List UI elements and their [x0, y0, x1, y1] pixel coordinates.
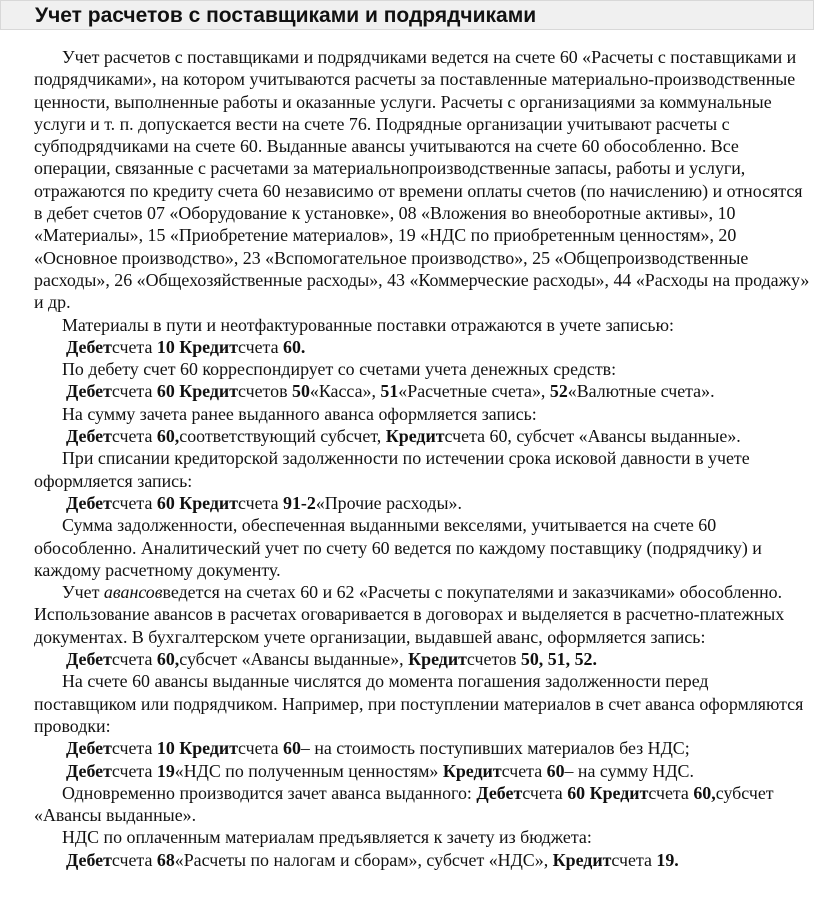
text-run: счета — [648, 782, 694, 803]
heading-bar — [0, 0, 814, 30]
text-run: При списании кредиторской задолженности по истечении срока исковой давности в учете оформляется запись: — [34, 448, 750, 491]
document-body — [34, 46, 812, 871]
bold-run: 52 — [549, 381, 568, 402]
text-run: Одновременно производится зачет аванса выданного: — [62, 782, 477, 803]
accounting-entry — [34, 737, 812, 759]
text-run: По дебету счет 60 корреспондирует со счетами учета денежных средств: — [62, 359, 617, 380]
accounting-entry — [34, 648, 812, 670]
text-run: счета — [111, 426, 157, 447]
paragraph — [34, 670, 812, 737]
text-run: – на сумму НДС. — [564, 760, 694, 781]
paragraph — [34, 447, 812, 492]
text-run: счета — [111, 336, 157, 357]
paragraph — [34, 581, 812, 648]
bold-run: Дебет — [66, 849, 112, 870]
paragraph — [34, 46, 812, 314]
bold-run: 10 Кредит — [156, 738, 239, 759]
paragraph — [34, 403, 812, 425]
text-run: субсчет «Авансы выданные», — [179, 649, 409, 670]
text-run: Учет — [62, 582, 104, 603]
bold-run: Кредит — [442, 760, 502, 781]
bold-run: Дебет — [66, 649, 112, 670]
text-run: «Прочие расходы». — [315, 492, 462, 513]
accounting-entry — [34, 380, 812, 402]
text-run: счета — [238, 738, 284, 759]
text-run: «Валютные счета». — [567, 381, 715, 402]
text-run: счета — [611, 849, 657, 870]
bold-run: 50 — [292, 381, 310, 402]
paragraph — [34, 514, 812, 581]
bold-run: Дебет — [66, 381, 112, 402]
italic-run: авансов — [103, 582, 163, 603]
bold-run: Дебет — [66, 492, 112, 513]
bold-run: Кредит — [408, 649, 467, 670]
text-run: Сумма задолженности, обеспеченная выданными векселями, учитывается на счете 60 обособленно. Аналитический учет по счету 60 ведется по каждому поставщику (подрядчику) и каждому расчетному документу. — [34, 515, 762, 580]
bold-run: 10 Кредит — [156, 336, 239, 357]
page-title: Учет расчетов с поставщиками и подрядчиками — [35, 4, 537, 27]
text-run: счета — [238, 336, 284, 357]
text-run: Материалы в пути и неотфактурованные поставки отражаются в учете записью: — [62, 314, 674, 335]
text-run: Учет расчетов с поставщиками и подрядчиками ведется на счете 60 «Расчеты с поставщиками и подрядчиками», на котором учитываются расчеты за поставленные материально-производственные ценности, выполненные работы и оказанные услуги. Расчеты с организациями за коммунальные услуги и т. п. допускается вести на счете 76. Подрядные организации учитывают расчеты с субподрядчиками на счете 60. Выданные авансы учитываются на счете 60 обособленно. Все операции, связанные с расчетами за материальнопроизводственные запасы, работы и услуги, отражаются по кредиту счета 60 независимо от времени оплаты счетов (по начислению) и относятся в дебет счетов 07 «Оборудование к установке», 08 «Вложения во внеоборотные активы», 10 «Материалы», 15 «Приобретение материалов», 19 «НДС по приобретенным ценностям», 20 «Основное производство», 23 «Вспомогательное производство», 25 «Общепроизводственные расходы», 26 «Общехозяйственные расходы», 43 «Коммерческие расходы», 44 «Расходы на продажу» и др. — [34, 47, 810, 313]
text-run: «Расчетные счета», — [398, 381, 550, 402]
paragraph — [34, 782, 812, 827]
bold-run: 60, — [156, 649, 180, 670]
accounting-entry — [34, 760, 812, 782]
bold-run: Дебет — [66, 760, 112, 781]
accounting-entry — [34, 849, 812, 871]
bold-run: Дебет — [66, 426, 112, 447]
bold-run: Дебет — [66, 738, 112, 759]
bold-run: Дебет — [476, 782, 523, 803]
text-run: На счете 60 авансы выданные числятся до момента погашения задолженности перед поставщиком или подрядчиком. Например, при поступлении материалов в счет аванса оформляются проводки: — [34, 671, 804, 736]
accounting-entry — [34, 492, 812, 514]
paragraph — [34, 358, 812, 380]
text-run: ведется на счетах 60 и 62 «Расчеты с покупателями и заказчиками» обособленно. Использование авансов в расчетах оговаривается в договорах и выделяется в расчетно-платежных документах. В бухгалтерском учете организации, выдавшей аванс, оформляется запись: — [34, 582, 785, 647]
bold-run: 60, — [156, 426, 180, 447]
bold-run: 19 — [156, 760, 175, 781]
text-run: счета 60, субсчет «Авансы выданные». — [444, 426, 741, 447]
accounting-entry — [34, 425, 812, 447]
bold-run: 60. — [283, 336, 306, 357]
bold-run: 91-2 — [283, 492, 316, 513]
bold-run: 60 Кредит — [156, 381, 239, 402]
text-run: счета — [522, 782, 568, 803]
text-run: НДС по оплаченным материалам предъявляется к зачету из бюджета: — [62, 827, 592, 848]
text-run: счета — [111, 492, 157, 513]
bold-run: 60 — [546, 760, 565, 781]
bold-run: Кредит — [385, 426, 445, 447]
bold-run: 60 Кредит — [156, 492, 239, 513]
text-run: субсчет «Авансы выданные». — [34, 782, 774, 826]
bold-run: Кредит — [552, 849, 612, 870]
text-run: На сумму зачета ранее выданного аванса оформляется запись: — [62, 403, 537, 424]
bold-run: 60 — [283, 738, 301, 759]
text-run: счетов — [466, 649, 521, 670]
text-run: счетов — [238, 381, 292, 402]
bold-run: 60, — [693, 782, 716, 803]
text-run: счета — [111, 760, 157, 781]
bold-run: 51 — [380, 381, 399, 402]
bold-run: 50, 51, 52. — [520, 649, 597, 670]
bold-run: 60 Кредит — [567, 782, 649, 803]
paragraph — [34, 826, 812, 848]
text-run: счета — [111, 738, 157, 759]
text-run: счета — [111, 381, 157, 402]
text-run: счета — [111, 649, 157, 670]
text-run: «Касса», — [309, 381, 381, 402]
text-run: соответствующий субсчет, — [179, 426, 386, 447]
text-run: «НДС по полученным ценностям» — [174, 760, 443, 781]
paragraph — [34, 314, 812, 336]
text-run: счета — [238, 492, 284, 513]
text-run: – на стоимость поступивших материалов без НДС; — [300, 738, 690, 759]
text-run: счета — [501, 760, 547, 781]
text-run: счета — [111, 849, 157, 870]
accounting-entry — [34, 336, 812, 358]
bold-run: Дебет — [66, 336, 112, 357]
text-run: «Расчеты по налогам и сборам», субсчет «НДС», — [174, 849, 553, 870]
bold-run: 68 — [156, 849, 175, 870]
bold-run: 19. — [656, 849, 679, 870]
